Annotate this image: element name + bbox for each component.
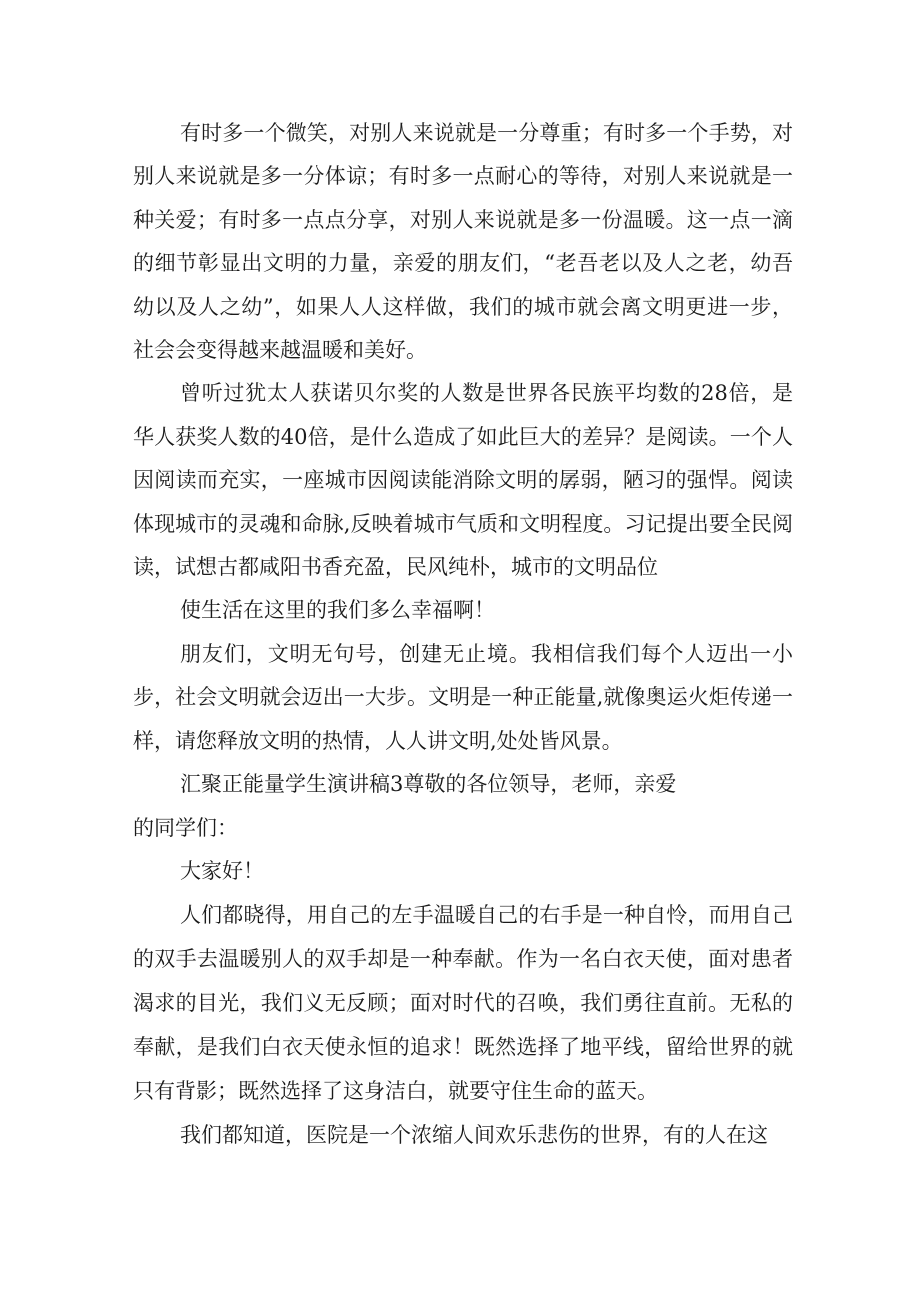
paragraph-happiness: 使生活在这里的我们多么幸福啊！ <box>180 598 495 623</box>
paragraph-greeting: 大家好！ <box>180 858 264 883</box>
paragraph-reading: 曾听过犹太人获诺贝尔奖的人数是世界各民族平均数的28倍，是华人获奖人数的40倍，是什么造成了如此巨大的差异？是阅读。一个人因阅读而充实，一座城市因阅读能消除文明的孱弱，陋习的强悍。阅读体现城市的灵魂和命脉,反映着城市气质和文明程度。习记提出要全民阅读，试想古都咸阳书香充盈，民风纯朴，城市的文明品位 <box>133 381 793 580</box>
paragraph-dedication: 人们都晓得，用自己的左手温暖自己的右手是一种自怜，而用自己的双手去温暖别人的双手却是一种奉献。作为一名白衣天使，面对患者渴求的目光，我们义无反顾；面对时代的召唤，我们勇往直前。无私的奉献，是我们白衣天使永恒的追求！既然选择了地平线，留给世界的就只有背影；既然选择了这身洁白，就要守住生命的蓝天。 <box>133 903 793 1104</box>
paragraph-speech-title: 汇聚正能量学生演讲稿3尊敬的各位领导，老师，亲爱 <box>180 772 677 797</box>
paragraph-classmates: 的同学们： <box>133 815 238 840</box>
paragraph-friends-civility: 朋友们，文明无句号，创建无止境。我相信我们每个人迈出一小步，社会文明就会迈出一大步。文明是一种正能量,就像奥运火炬传递一样，请您释放文明的热情，人人讲文明,处处皆风景。 <box>133 641 793 753</box>
paragraph-hospital: 我们都知道，医院是一个浓缩人间欢乐悲伤的世界，有的人在这 <box>180 1123 768 1148</box>
paragraph-civility-details: 有时多一个微笑，对别人来说就是一分尊重；有时多一个手势，对别人来说就是多一分体谅；有时多一点耐心的等待，对别人来说就是一种关爱；有时多一点点分享，对别人来说就是多一份温暖。这一点一滴的细节彰显出文明的力量，亲爱的朋友们，“老吾老以及人之老，幼吾幼以及人之幼”，如果人人这样做，我们的城市就会离文明更进一步，社会会变得越来越温暖和美好。 <box>133 121 793 363</box>
document-body <box>133 112 793 1157</box>
